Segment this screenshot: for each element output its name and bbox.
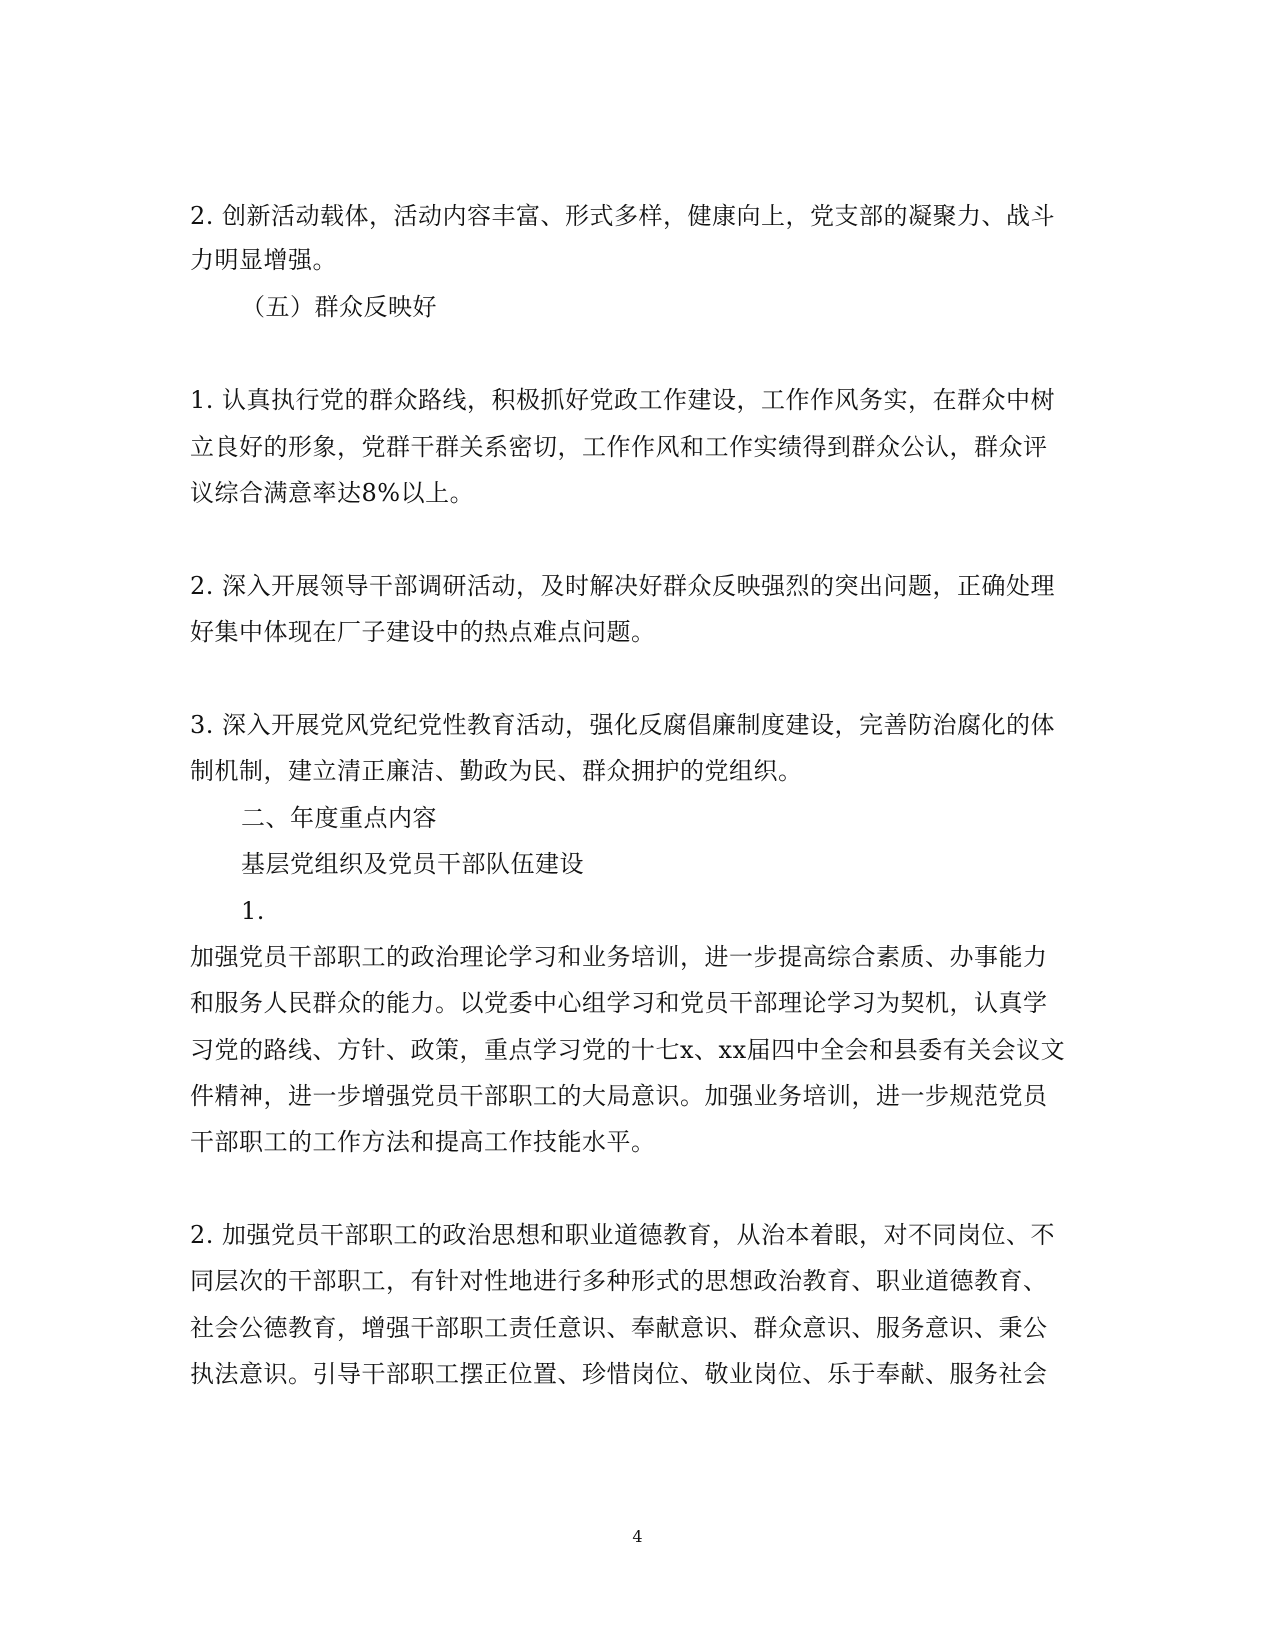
paragraph-line: 习党的路线、方针、政策，重点学习党的十七x、xx届四中全会和县委有关会议文 (190, 1036, 1066, 1064)
paragraph-line: 2. 深入开展领导干部调研活动，及时解决好群众反映强烈的突出问题，正确处理 (190, 572, 1056, 600)
paragraph-line: 好集中体现在厂子建设中的热点难点问题。 (190, 618, 656, 646)
list-number: 1. (241, 897, 265, 925)
paragraph-line: 执法意识。引导干部职工摆正位置、珍惜岗位、敬业岗位、乐于奉献、服务社会 (190, 1360, 1048, 1388)
paragraph-line: 3. 深入开展党风党纪党性教育活动，强化反腐倡廉制度建设，完善防治腐化的体 (190, 711, 1056, 739)
paragraph-line: 1. 认真执行党的群众路线，积极抓好党政工作建设，工作作风务实，在群众中树 (190, 386, 1056, 414)
paragraph-line: 件精神，进一步增强党员干部职工的大局意识。加强业务培训，进一步规范党员 (190, 1082, 1048, 1110)
section-heading: 二、年度重点内容 (241, 804, 437, 832)
paragraph-line: 和服务人民群众的能力。以党委中心组学习和党员干部理论学习为契机，认真学 (190, 989, 1048, 1017)
subsection-heading: 基层党组织及党员干部队伍建设 (241, 850, 584, 878)
page-number: 4 (632, 1527, 643, 1546)
paragraph-line: 干部职工的工作方法和提高工作技能水平。 (190, 1128, 656, 1156)
paragraph-line: 同层次的干部职工，有针对性地进行多种形式的思想政治教育、职业道德教育、 (190, 1267, 1048, 1295)
paragraph-line: 2. 创新活动载体，活动内容丰富、形式多样，健康向上，党支部的凝聚力、战斗 (190, 202, 1056, 230)
paragraph-line: 力明显增强。 (190, 246, 337, 274)
paragraph-line: 制机制，建立清正廉洁、勤政为民、群众拥护的党组织。 (190, 757, 803, 785)
paragraph-line: 2. 加强党员干部职工的政治思想和职业道德教育，从治本着眼，对不同岗位、不 (190, 1221, 1056, 1249)
paragraph-line: 加强党员干部职工的政治理论学习和业务培训，进一步提高综合素质、办事能力 (190, 943, 1048, 971)
paragraph-line: 社会公德教育，增强干部职工责任意识、奉献意识、群众意识、服务意识、秉公 (190, 1314, 1048, 1342)
section-heading: （五）群众反映好 (241, 293, 437, 321)
paragraph-line: 议综合满意率达8%以上。 (190, 479, 475, 507)
paragraph-line: 立良好的形象，党群干群关系密切，工作作风和工作实绩得到群众公认，群众评 (190, 433, 1048, 461)
